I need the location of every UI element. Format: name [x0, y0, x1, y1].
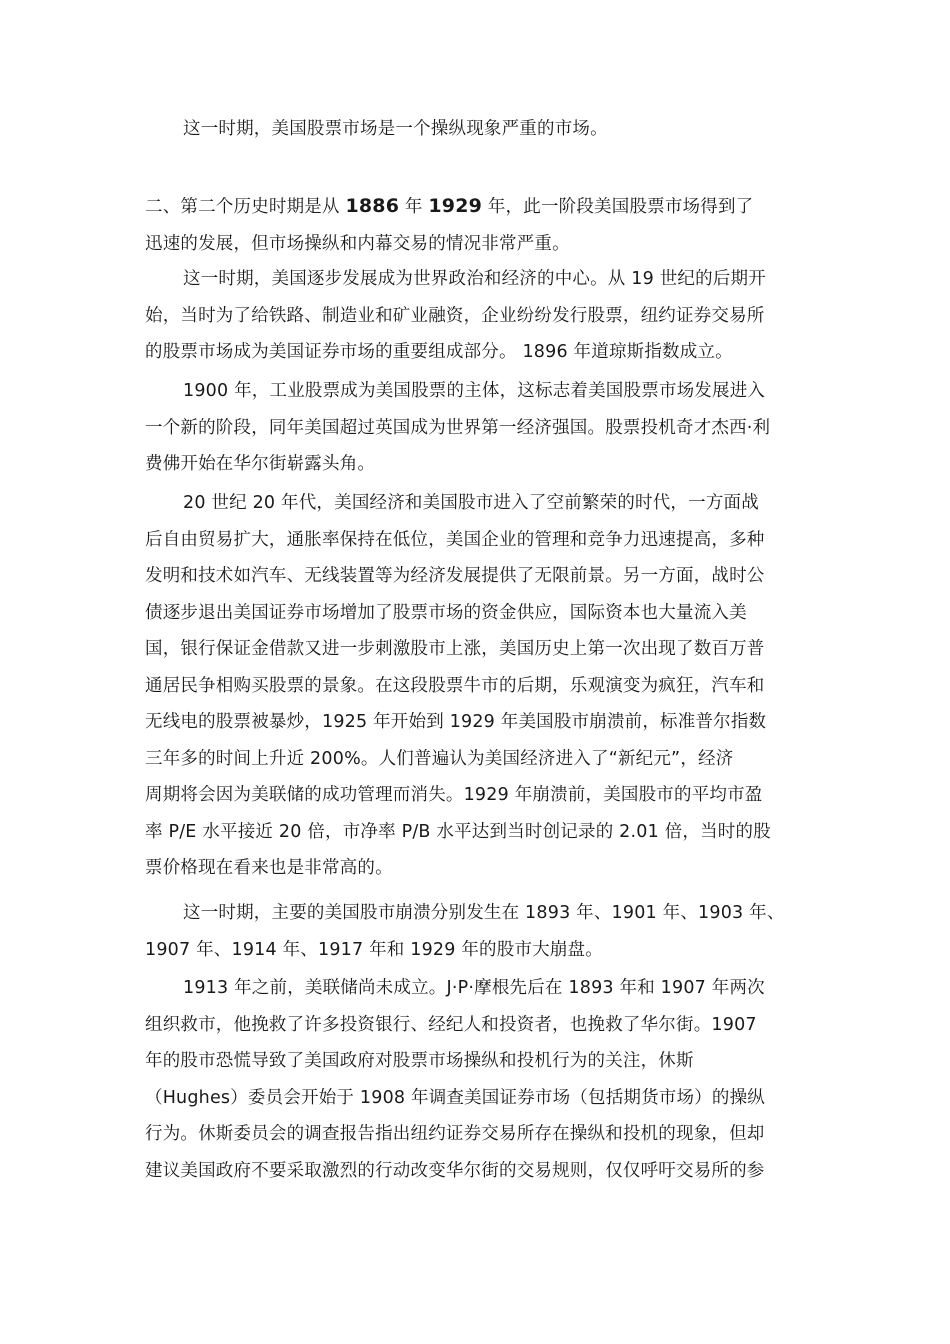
paragraph-line: 周期将会因为美联储的成功管理而消失。1929 年崩溃前，美国股市的平均市盈 [145, 785, 763, 805]
paragraph-line: 后自由贸易扩大，通胀率保持在低位，美国企业的管理和竞争力迅速提高，多种 [145, 529, 765, 550]
text-run: 年，此一阶段美国股票市场得到了 [482, 197, 754, 217]
paragraph-1 [145, 111, 815, 148]
paragraph-line: 的股票市场成为美国证券市场的重要组成部分。 1896 年道琼斯指数成立。 [145, 342, 733, 362]
paragraph-line: 行为。休斯委员会的调查报告指出纽约证券交易所存在操纵和投机的现象，但却 [145, 1124, 765, 1144]
year-1886: 1886 [345, 195, 400, 217]
paragraph-line: 率 P/E 水平接近 20 倍，市净率 P/B 水平达到当时创记录的 2.01 倍，当时的股 [145, 821, 771, 842]
paragraph-2 [145, 188, 815, 262]
paragraph-line: 1907 年、1914 年、1917 年和 1929 年的股市大崩盘。 [145, 939, 603, 960]
paragraph-line: 这一时期，美国股票市场是一个操纵现象严重的市场。 [183, 119, 608, 139]
year-1929: 1929 [428, 195, 483, 217]
paragraph-line: 三年多的时间上升近 200%。人们普遍认为美国经济进入了“新纪元”，经济 [145, 748, 734, 769]
paragraph-line: 1913 年之前，美联储尚未成立。J·P·摩根先后在 1893 年和 1907 年两次 [183, 978, 765, 998]
paragraph-line: 迅速的发展，但市场操纵和内幕交易的情况非常严重。 [145, 233, 570, 254]
text-run: 年 [399, 197, 429, 217]
paragraph-line: 这一时期，美国逐步发展成为世界政治和经济的中心。从 19 世纪的后期开 [183, 269, 766, 289]
paragraph-line: 国，银行保证金借款又进一步刺激股市上涨，美国历史上第一次出现了数百万普 [145, 639, 765, 659]
paragraph-line: 通居民争相购买股票的景象。在这段股票牛市的后期，乐观演变为疯狂，汽车和 [145, 675, 765, 696]
paragraph-line: 发明和技术如汽车、无线装置等为经济发展提供了无限前景。另一方面，战时公 [145, 566, 765, 586]
text-run: 二、第二个历史时期是从 [145, 197, 346, 217]
paragraph-line: 票价格现在看来也是非常高的。 [145, 858, 393, 878]
paragraph-line: 建议美国政府不要采取激烈的行动改变华尔街的交易规则，仅仅呼吁交易所的参 [145, 1160, 765, 1181]
paragraph-5 [145, 485, 815, 887]
paragraph-7 [145, 970, 815, 1189]
paragraph-line: （Hughes）委员会开始于 1908 年调查美国证券市场（包括期货市场）的操纵 [145, 1087, 765, 1108]
paragraph-line: 债逐步退出美国证券市场增加了股票市场的资金供应，国际资本也大量流入美 [145, 602, 747, 623]
paragraph-line: 年的股市恐慌导致了美国政府对股票市场操纵和投机行为的关注，休斯 [145, 1051, 694, 1071]
paragraph-line: 组织救市，他挽救了许多投资银行、经纪人和投资者，也挽救了华尔街。1907 [145, 1014, 757, 1035]
paragraph-line: 一个新的阶段，同年美国超过英国成为世界第一经济强国。股票投机奇才杰西·利 [145, 417, 771, 438]
paragraph-line: 这一时期，主要的美国股市崩溃分别发生在 1893 年、1901 年、1903 年、 [183, 903, 785, 923]
paragraph-line: 无线电的股票被暴炒，1925 年开始到 1929 年美国股市崩溃前，标准普尔指数 [145, 712, 767, 732]
paragraph-line: 20 世纪 20 年代，美国经济和美国股市进入了空前繁荣的时代，一方面战 [183, 493, 759, 513]
paragraph-6 [145, 895, 815, 968]
paragraph-line: 1900 年，工业股票成为美国股票的主体，这标志着美国股票市场发展进入 [183, 381, 766, 401]
paragraph-3 [145, 261, 815, 371]
paragraph-line: 费佛开始在华尔街崭露头角。 [145, 454, 376, 474]
paragraph-line: 始，当时为了给铁路、制造业和矿业融资，企业纷纷发行股票，纽约证券交易所 [145, 305, 765, 326]
paragraph-4 [145, 373, 815, 483]
paragraph-line [145, 188, 815, 226]
